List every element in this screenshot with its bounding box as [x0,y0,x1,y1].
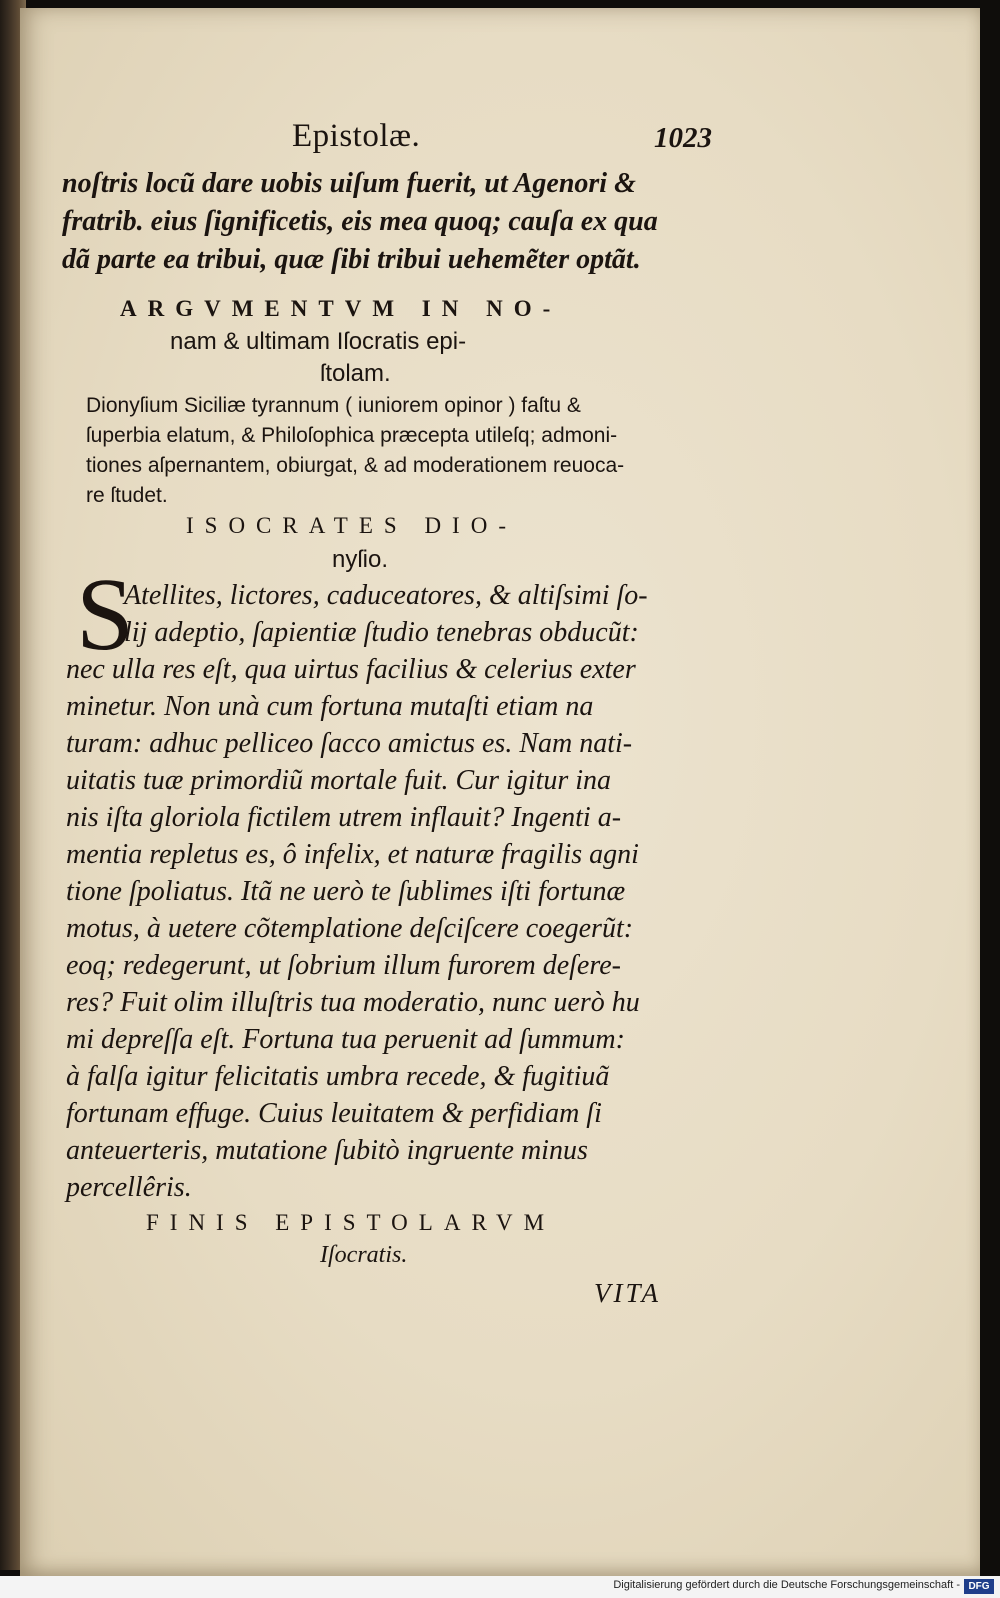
argument-line: ſuperbia elatum, & Philoſophica præcepta utileſq; admoni- [86,424,618,447]
letter-line: lij adeptio, ſapientiæ ſtudio tenebras obducũt: [124,617,639,648]
letter-heading-line: nyſio. [332,546,389,573]
dfg-logo: DFG [964,1579,994,1594]
book-page [20,8,980,1576]
letter-line: turam: adhuc pelliceo ſacco amictus es. Nam nati- [66,728,633,759]
colophon-line: FINIS EPISTOLARVM [146,1210,556,1235]
letter-line: Atellites, lictores, caduceatores, & altiſsimi ſo- [124,580,648,611]
argument-line: Dionyſium Siciliæ tyrannum ( iuniorem opinor ) faſtu & [86,394,581,417]
letter-line: percellêris. [66,1172,192,1203]
argument-heading-line: ſtolam. [320,360,391,387]
argument-line: tiones aſpernantem, obiurgat, & ad moderationem reuoca- [86,454,625,477]
colophon-line: Iſocratis. [320,1242,408,1268]
letter-line: minetur. Non unà cum fortuna mutaſti etiam na [66,691,594,722]
letter-line: anteuerteris, mutatione ſubitò ingruente minus [66,1135,588,1166]
running-title: Epistolæ. [292,118,421,154]
letter-line: fortunam effuge. Cuius leuitatem & perfidiam ſi [66,1098,602,1129]
letter-line: tione ſpoliatus. Itã ne uerò te ſublimes iſti fortunæ [66,876,626,907]
running-header [292,118,712,164]
catchword: VITA [594,1278,661,1308]
argument-line: re ſtudet. [86,484,168,507]
letter-line: eoq; redegerunt, ut ſobrium illum furorem deſere- [66,950,621,981]
letter-line: mi depreſſa eſt. Fortuna tua peruenit ad ſummum: [66,1024,625,1055]
letter-line: motus, à uetere cõtemplatione deſciſcere coegerũt: [66,913,634,944]
letter-line: mentia repletus es, ô infelix, et naturæ fragilis agni [66,839,639,870]
letter-line: nec ulla res eſt, qua uirtus facilius & celerius exter [66,654,636,685]
page-number: 1023 [654,122,712,154]
argument-heading-line: nam & ultimam Iſocratis epi- [170,328,467,355]
footer-bar [0,1576,1000,1598]
letter-heading-line: ISOCRATES DIO- [186,513,517,538]
argument-heading-line: ARGVMENTVM IN NO- [120,296,562,321]
letter-line: nis iſta gloriola fictilem utrem inflauit? Ingenti a- [66,802,622,833]
funding-notice: Digitalisierung gefördert durch die Deutsche Forschungsgemeinschaft - [613,1579,960,1591]
continuation-line: noſtris locũ dare uobis uiſum fuerit, ut Agenori & [62,168,636,199]
continuation-line: fratrib. eius ſignificetis, eis mea quoq; cauſa ex qua [62,206,658,237]
letter-line: uitatis tuæ primordiũ mortale fuit. Cur igitur ina [66,765,612,796]
continuation-line: dã parte ea tribui, quæ ſibi tribui uehemẽter optãt. [62,244,641,275]
letter-line: à falſa igitur felicitatis umbra recede, & fugitiuã [66,1061,610,1092]
drop-cap: S [76,557,134,672]
letter-line: res? Fuit olim illuſtris tua moderatio, nunc uerò hu [66,987,640,1018]
